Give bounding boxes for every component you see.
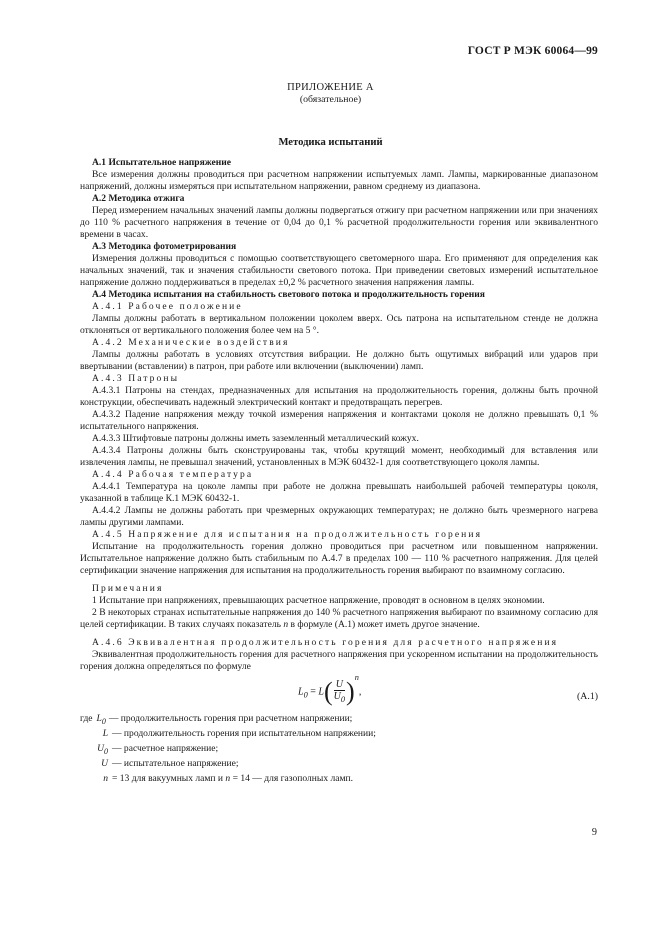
legend-symbol: U <box>101 757 108 769</box>
note-2 <box>80 607 598 631</box>
legend-text: — продолжительность горения при испытательном напряжении; <box>112 727 376 739</box>
legend-text: — продолжительность горения при расчетном напряжении; <box>108 713 353 724</box>
legend-symbol: L <box>102 727 108 739</box>
note-2-symbol-n: n <box>283 619 289 630</box>
clause-a433: А.4.3.3 Штифтовые патроны должны иметь заземленный металлический кожух. <box>92 433 419 444</box>
formula-numerator: U <box>334 679 345 691</box>
formula-denominator <box>334 691 345 705</box>
note-2-part-b: в формуле (А.1) может иметь другое значение. <box>288 619 480 630</box>
formula-label: (А.1) <box>577 691 598 702</box>
subsection-a44-title: А.4.4 Рабочая температура <box>92 469 254 480</box>
formula-expression <box>298 672 362 706</box>
legend-text: — расчетное напряжение; <box>112 742 219 754</box>
formula-open-paren: ( <box>323 677 333 706</box>
clause-a434: А.4.3.4 Патроны должны быть сконструированы так, чтобы крутящий момент, необходимый для вставления или извлечения лампы, не превышал значений, установленных в МЭК 60432-1 для соответствующего цоколя лампы. <box>80 445 598 468</box>
legend-item <box>80 773 598 785</box>
clause-a432: А.4.3.2 Падение напряжения между точкой измерения напряжения и контактами цоколя не должно превышать 0,1 % испытательного напряжения. <box>80 409 598 432</box>
note-1: 1 Испытание при напряжениях, превышающих расчетное напряжение, проводят в основном в целях экономии. <box>92 595 545 606</box>
legend-where: где <box>80 713 93 724</box>
formula-den-symbol: U <box>333 691 341 702</box>
formula-den-sub: 0 <box>340 695 346 704</box>
subsection-a43-title: А.4.3 Патроны <box>92 373 180 384</box>
formula-equals: = <box>307 686 319 698</box>
formula-lhs-sub: 0 <box>303 690 308 700</box>
subsection-a41-text: Лампы должны работать в вертикальном положении цоколем вверх. Ось патрона на испытательном стенде не должна отклоняться от вертикального положения более чем на 5 °. <box>80 313 598 336</box>
legend-symbol: $L_0$ <box>96 713 106 726</box>
legend-symbol: n <box>103 772 108 784</box>
clause-a441: А.4.4.1 Температура на цоколе лампы при работе не должна превышать наибольшей рабочей температуры цоколя, указанной в таблице К.1 МЭК 60432-1. <box>80 481 598 504</box>
note-2-part-a: 2 В некоторых странах испытательные напряжения до 140 % расчетного напряжения выбирают по взаимному согласию для целей сертификации. В таких случаях показатель <box>80 607 598 630</box>
formula-legend <box>80 713 598 785</box>
notes-title: Примечания <box>92 583 164 594</box>
legend-item <box>80 728 598 743</box>
legend-symbol: $U_0$ <box>97 742 108 756</box>
subsection-a42-text: Лампы должны работать в условиях отсутствия вибрации. Не должно быть ощутимых вибраций или ударов при ввертывании (вставлении) в патрон, при работе или включении (выключении) ламп. <box>80 349 598 372</box>
subsection-a42-title: А.4.2 Механические воздействия <box>92 337 290 348</box>
subsection-a45-text: Испытание на продолжительность горения должно проводиться при расчетном или повышенном напряжении. Испытательное напряжение должно быть стабильным по А.4.7 в пределах 100 — 110 % расчетного напряжения. Для целей сертификации значение напряжения для испытания на продолжительность горения выбирают по взаимному согласию. <box>80 541 598 576</box>
subsection-a41-title: А.4.1 Рабочее положение <box>92 301 243 312</box>
formula-close-paren: ) <box>346 677 355 706</box>
clause-a431: А.4.3.1 Патроны на стендах, предназначенных для испытания на продолжительность горения, должны быть прочной конструкции, обеспечивать надежный электрический контакт и предотвращать перегрев. <box>80 385 598 408</box>
clause-a442: А.4.4.2 Лампы не должны работать при чрезмерных окружающих температурах; не должно быть чрезмерного нагрева лампы другими лампами. <box>80 505 598 528</box>
formula-tail: , <box>358 686 362 698</box>
appendix-status: (обязательное) <box>299 94 362 105</box>
section-a2-heading: А.2 Методика отжига <box>92 193 185 204</box>
section-a1-heading: А.1 Испытательное напряжение <box>92 157 232 168</box>
subsection-a46-title: А.4.6 Эквивалентная продолжительность горения для расчетного напряжения <box>92 637 559 648</box>
section-a3-text: Измерения должны проводиться с помощью соответствующего светомерного шара. Его применяют для определения как начальных значений, так и значения стабильности светового потока. При приведении световых измерений испытательное напряжение должно поддерживаться в пределах ±0,2 % расчетного значения напряжения лампы. <box>80 253 598 288</box>
appendix-title: ПРИЛОЖЕНИЕ А <box>287 82 374 93</box>
legend-item <box>80 743 598 758</box>
section-a4-heading: А.4 Методика испытания на стабильность светового потока и продолжительность горения <box>92 289 485 300</box>
section-a2-text: Перед измерением начальных значений лампы должны подвергаться отжигу при расчетном напряжении или при значениях до 110 % расчетного напряжения в течение от 0,04 до 0,1 % расчетной продолжительности горения или эквивалентного времени в часах. <box>80 205 598 240</box>
document-body <box>80 157 598 785</box>
legend-item <box>80 758 598 773</box>
formula-a1 <box>80 672 598 713</box>
subsection-a46-text: Эквивалентная продолжительность горения для расчетного напряжения при ускоренном испытании на продолжительность горения должна определяться по формуле <box>80 649 598 672</box>
legend-text: = 13 для вакуумных ламп и n = 14 — для газополных ламп. <box>112 772 354 784</box>
section-a1-text: Все измерения должны проводиться при расчетном напряжении испытуемых ламп. Лампы, маркированные диапазоном напряжений, должны измеряться при испытательном напряжении, равном среднему из диапазона. <box>80 169 598 192</box>
legend-item <box>80 713 598 728</box>
section-a3-heading: А.3 Методика фотометрирования <box>92 241 237 252</box>
formula-fraction <box>334 679 345 705</box>
formula-exponent: n <box>354 672 359 682</box>
formula-lhs: L <box>298 686 304 698</box>
formula-coef: L <box>318 686 324 698</box>
subsection-a45-title: А.4.5 Напряжение для испытания на продолжительность горения <box>92 529 483 540</box>
document-title: Методика испытаний <box>278 137 383 148</box>
standard-code: ГОСТ Р МЭК 60064—99 <box>467 45 598 57</box>
legend-text: — испытательное напряжение; <box>112 757 239 769</box>
page-number: 9 <box>591 827 597 838</box>
